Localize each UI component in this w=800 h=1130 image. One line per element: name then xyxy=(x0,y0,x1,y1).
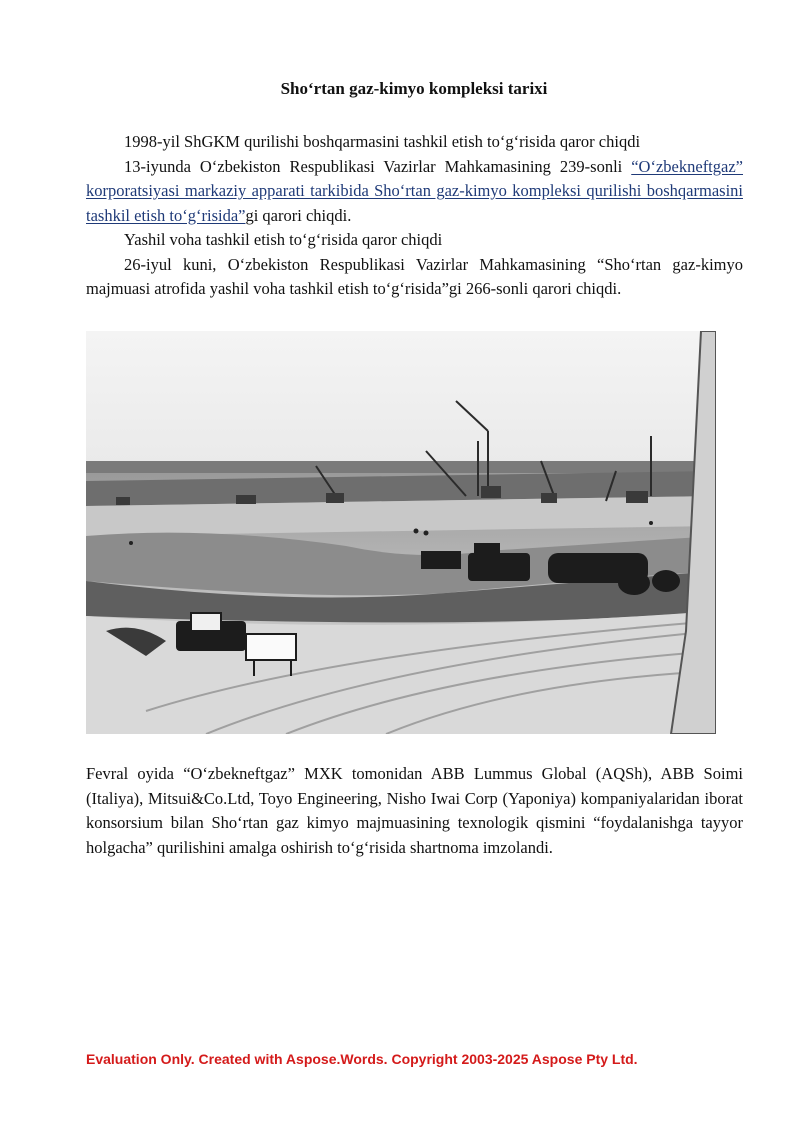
paragraph-2-prefix: 13-iyunda O‘zbekiston Respublikasi Vazirlar Mahkamasining 239-sonli xyxy=(124,156,632,176)
paragraph-5: Fevral oyida “O‘zbekneftgaz” MXK tomonidan ABB Lummus Global (AQSh), ABB Soimi (Italiya), Mitsui&Co.Ltd, Toyo Engineering, Nisho Iwai Corp (Yaponiya) kompaniyalaridan iborat konsorsium bilan Sho‘rtan gaz kimyo majmuasining texnologik qismini “foydalanishga tayyor holgacha” qurilishini amalga oshirish to‘g‘risida shartnoma imzolandi. xyxy=(86,764,743,857)
text-block-top xyxy=(86,130,743,302)
document-title: Sho‘rtan gaz-kimyo kompleksi tarixi xyxy=(280,79,548,98)
paragraph-4: 26-iyul kuni, O‘zbekiston Respublikasi Vazirlar Mahkamasining “Sho‘rtan gaz-kimyo majmuasi atrofida yashil voha tashkil etish to‘g‘risida”gi 266-sonli qarori chiqdi. xyxy=(86,254,743,298)
decree-link[interactable]: “O‘zbekneftgaz” korporatsiyasi markaziy apparati tarkibida Sho‘rtan gaz-kimyo kompleksi qurilishi boshqarmasini tashkil etish to‘g‘risida” xyxy=(86,156,743,225)
paragraph-2 xyxy=(86,155,743,229)
paragraph-2-suffix: gi qarori chiqdi. xyxy=(245,205,352,225)
paragraph-1: 1998-yil ShGKM qurilishi boshqarmasini tashkil etish to‘g‘risida qaror chiqdi xyxy=(124,132,641,151)
construction-site-photo xyxy=(86,331,716,734)
evaluation-watermark: Evaluation Only. Created with Aspose.Words. Copyright 2003-2025 Aspose Pty Ltd. xyxy=(86,1051,638,1067)
text-block-bottom xyxy=(86,762,743,860)
paragraph-3: Yashil voha tashkil etish to‘g‘risida qaror chiqdi xyxy=(124,230,443,249)
